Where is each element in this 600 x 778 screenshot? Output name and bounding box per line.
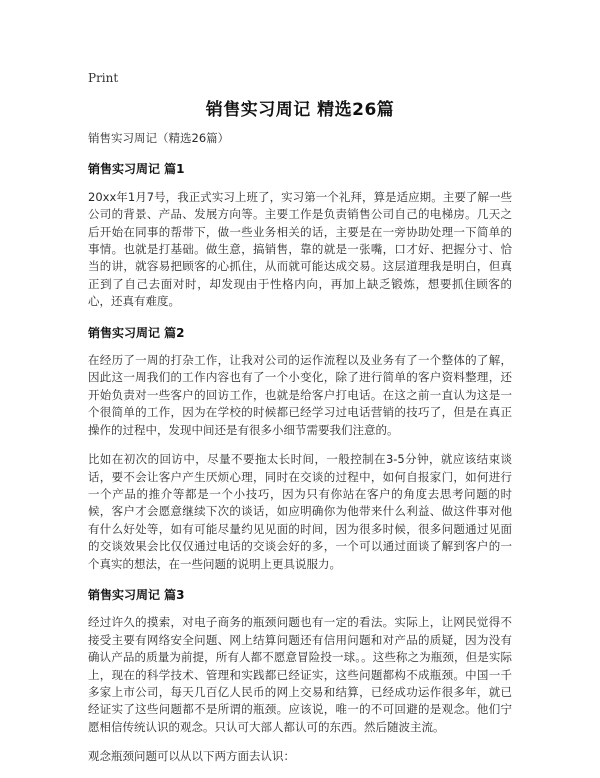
- document-body: [88, 130, 512, 778]
- paragraph: 经过许久的摸索，对电子商务的瓶颈问题也有一定的看法。实际上，让网民觉得不接受主要有网络安全问题、网上结算问题还有信用问题和对产品的质疑，因为没有确认产品的质量为前提，所有人都不愿意冒险投一球。。这些称之为瓶颈，但是实际上，现在的科学技术、管理和实践都已经证实，这些问题都构不成瓶颈。中国一千多家上市公司，每天几百亿人民币的网上交易和结算，已经成功运作很多年，就已经证实了这些问题都不是所谓的瓶颈。应该说，唯一的不可回避的是观念。他们宁愿相信传统认识的观念。只认可大部人都认可的东西。然后随波主流。: [88, 615, 512, 734]
- section-2: [88, 325, 512, 573]
- document-title: 销售实习周记 精选26篇: [205, 100, 395, 120]
- section-heading: 销售实习周记 篇2: [88, 325, 185, 340]
- paragraph: 比如在初次的回访中，尽量不要拖太长时间，一般控制在3-5分钟，就应该结束谈话，要不会让客户产生厌烦心理，同时在交谈的过程中，如何自报家门，如何进行一个产品的推介等都是一个小技巧，因为只有你站在客户的角度去思考问题的时候，客户才会愿意继续下次的谈话，如应明确你为他带来什么利益、做这件事对他有什么好处等，如有可能尽量约见见面的时间，因为很多时候，很多问题通过见面的交谈效果会比仅仅通过电话的交谈会好的多，一个可以通过面谈了解到客户的一个真实的想法，在一些问题的说明上更具说服力。: [88, 452, 512, 571]
- print-label: Print: [88, 71, 119, 85]
- paragraph: 在经历了一周的打杂工作，让我对公司的运作流程以及业务有了一个整体的了解，因此这一周我们的工作内容也有了一个小变化，除了进行简单的客户资料整理，还开始负责对一些客户的回访工作，也就是给客户打电话。在这之前一直认为这是一个很简单的工作，因为在学校的时候都已经学习过电话营销的技巧了，但是在真正操作的过程中，发现中间还是有很多小细节需要我们注意的。: [88, 353, 512, 437]
- section-1: [88, 161, 512, 310]
- paragraph: 20xx年1月7号，我正式实习上班了，实习第一个礼拜，算是适应期。主要了解一些公司的背景、产品、发展方向等。主要工作是负责销售公司自己的电梯房。几天之后开始在同事的帮带下，做一些业务相关的话，主要是在一旁协助处理一下简单的事情。也就是打基础。做生意，搞销售，靠的就是一张嘴，口才好、把握分寸、恰当的讲，就容易把顾客的心抓住，从而就可能达成交易。这层道理我是明白，但真正到了自己去面对时，却发现由于性格内向，再加上缺乏锻炼，想要抓住顾客的心，还真有难度。: [88, 189, 512, 309]
- paragraph: 观念瓶颈问题可以从以下两方面去认识：: [88, 749, 295, 764]
- section-heading: 销售实习周记 篇1: [88, 162, 185, 177]
- document-subtitle: 销售实习周记（精选26篇）: [88, 131, 230, 145]
- section-heading: 销售实习周记 篇3: [88, 587, 185, 602]
- section-3: [88, 587, 512, 766]
